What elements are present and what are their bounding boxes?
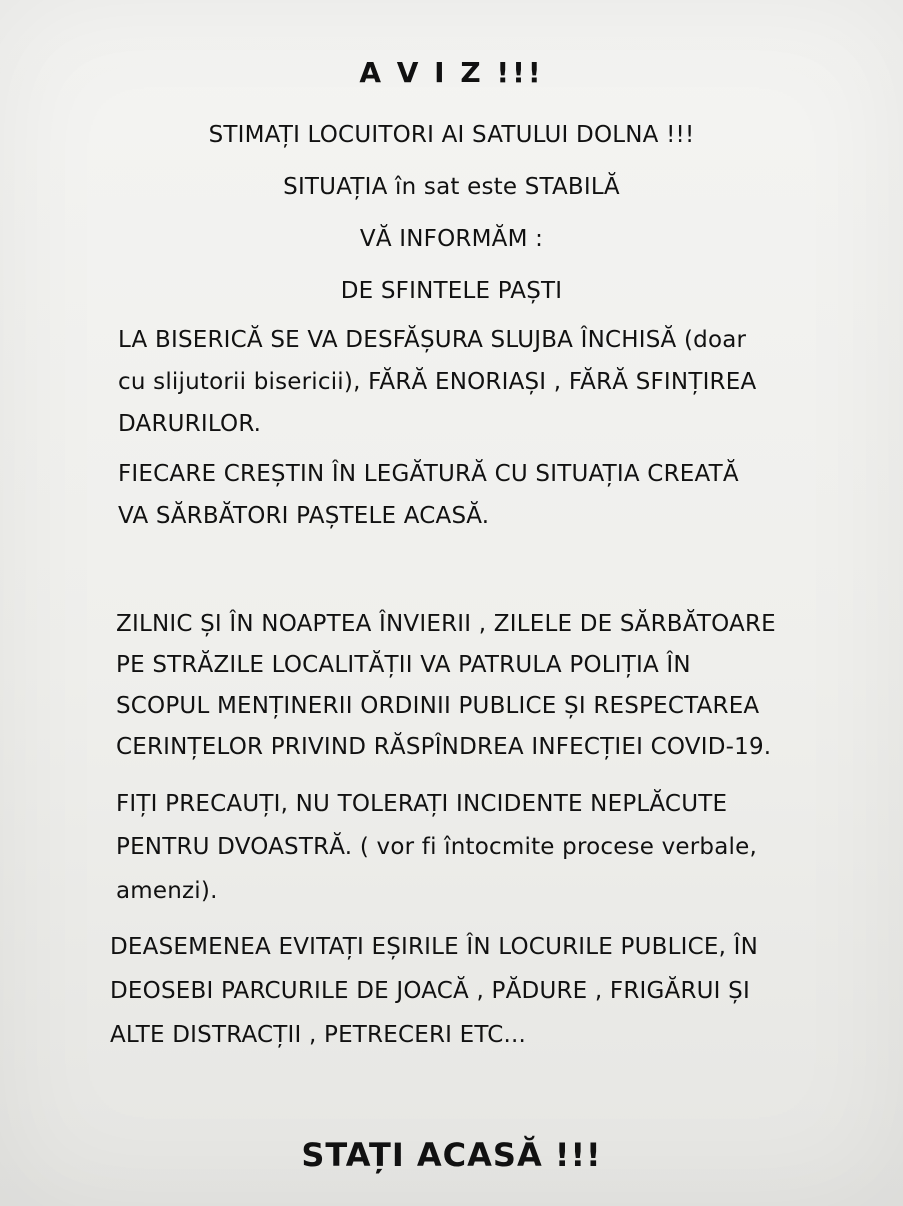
notice-title: A V I Z !!! [359, 56, 544, 89]
paragraph3-line3: SCOPUL MENȚINERII ORDINII PUBLICE ȘI RESPECTAREA [116, 693, 760, 719]
notice-easter: DE SFINTELE PAȘTI [340, 278, 563, 304]
paragraph4-line2: PENTRU DVOASTRĂ. ( vor fi întocmite procese verbale, [116, 834, 757, 860]
paragraph5-line2: DEOSEBI PARCURILE DE JOACĂ , PĂDURE , FRIGĂRUI ȘI [110, 978, 750, 1004]
paragraph5-line1: DEASEMENEA EVITAȚI EȘIRILE ÎN LOCURILE PUBLICE, ÎN [110, 934, 759, 960]
paragraph3-line2: PE STRĂZILE LOCALITĂȚII VA PATRULA POLIȚIA ÎN [116, 652, 691, 678]
notice-footer: STAȚI ACASĂ !!! [301, 1136, 602, 1174]
paragraph4-line1: FIȚI PRECAUȚI, NU TOLERAȚI INCIDENTE NEPLĂCUTE [116, 791, 728, 817]
paragraph2-line2: VA SĂRBĂTORI PAȘTELE ACASĂ. [118, 503, 490, 529]
notice-situation: SITUAȚIA în sat este STABILĂ [283, 174, 620, 200]
paragraph1-line1: LA BISERICĂ SE VA DESFĂȘURA SLUJBA ÎNCHISĂ (doar [118, 327, 747, 353]
paragraph1-line3: DARURILOR. [118, 411, 262, 437]
notice-inform: VĂ INFORMĂM : [359, 226, 544, 252]
paragraph3-line4: CERINȚELOR PRIVIND RĂSPÎNDREA INFECȚIEI COVID-19. [116, 734, 772, 760]
paragraph2-line1: FIECARE CREȘTIN ÎN LEGĂTURĂ CU SITUAȚIA CREATĂ [118, 461, 739, 487]
notice-greeting: STIMAȚI LOCUITORI AI SATULUI DOLNA !!! [208, 122, 695, 148]
paragraph5-line3: ALTE DISTRACȚII , PETRECERI ETC... [110, 1022, 527, 1048]
paragraph3-line1: ZILNIC ȘI ÎN NOAPTEA ÎNVIERII , ZILELE DE SĂRBĂTOARE [116, 611, 776, 637]
paragraph1-line2: cu slijutorii bisericii), FĂRĂ ENORIAȘI , FĂRĂ SFINȚIREA [118, 369, 757, 395]
paragraph4-line3: amenzi). [116, 878, 218, 904]
